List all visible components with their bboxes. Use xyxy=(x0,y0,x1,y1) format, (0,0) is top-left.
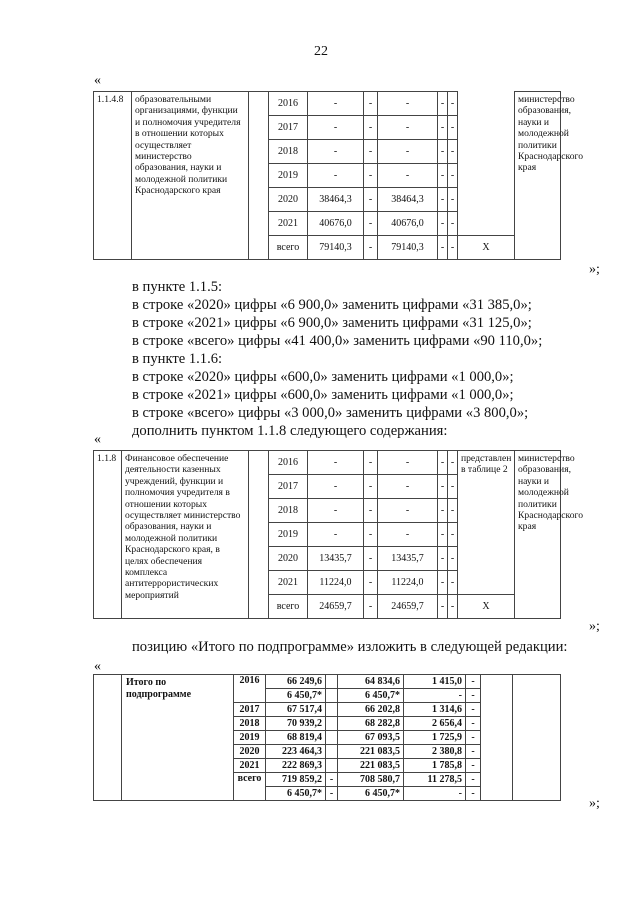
page-number: 22 xyxy=(314,44,328,59)
result-cell: представлен в таблице 2 xyxy=(458,451,515,595)
regional-cell: 13435,7 xyxy=(378,547,438,571)
regional-cell: 6 450,7* xyxy=(338,787,404,801)
other-cell: - xyxy=(448,499,458,523)
regional-cell: - xyxy=(378,116,438,140)
result-cell xyxy=(458,188,515,212)
federal-cell xyxy=(326,759,338,773)
text-line: в строке «всего» цифры «41 400,0» заменить цифрами «90 110,0»; xyxy=(132,333,543,349)
total-cell: - xyxy=(308,475,364,499)
spacer-cell xyxy=(249,92,269,260)
federal-cell: - xyxy=(326,773,338,787)
year-cell: 2017 xyxy=(234,703,266,717)
local-cell: - xyxy=(438,571,448,595)
other-cell: - xyxy=(466,759,481,773)
regional-cell: 40676,0 xyxy=(378,212,438,236)
regional-cell: 67 093,5 xyxy=(338,731,404,745)
total-cell: 67 517,4 xyxy=(266,703,326,717)
local-cell: 2 656,4 xyxy=(404,717,466,731)
regional-cell: - xyxy=(378,451,438,475)
other-cell: - xyxy=(448,571,458,595)
federal-cell: - xyxy=(364,571,378,595)
total-cell: - xyxy=(308,499,364,523)
local-cell: - xyxy=(438,451,448,475)
federal-cell: - xyxy=(364,140,378,164)
open-quote-1: « xyxy=(94,73,101,88)
other-cell: - xyxy=(466,717,481,731)
total-cell: 70 939,2 xyxy=(266,717,326,731)
table-itogo xyxy=(93,674,561,801)
other-cell: - xyxy=(448,92,458,116)
federal-cell: - xyxy=(364,475,378,499)
result-cell xyxy=(458,116,515,140)
local-cell: 2 380,8 xyxy=(404,745,466,759)
text-line: в строке «2020» цифры «600,0» заменить цифрами «1 000,0»; xyxy=(132,369,514,385)
federal-cell: - xyxy=(364,164,378,188)
local-cell: - xyxy=(438,547,448,571)
other-cell: - xyxy=(466,675,481,689)
regional-cell: 24659,7 xyxy=(378,595,438,619)
total-cell: 6 450,7* xyxy=(266,787,326,801)
text-line: в пункте 1.1.6: xyxy=(132,351,223,367)
total-cell: - xyxy=(308,164,364,188)
total-cell: - xyxy=(308,523,364,547)
regional-cell: - xyxy=(378,523,438,547)
federal-cell xyxy=(326,689,338,703)
federal-cell: - xyxy=(326,787,338,801)
open-quote-3: « xyxy=(94,659,101,674)
regional-cell: 221 083,5 xyxy=(338,759,404,773)
close-quote-1: »; xyxy=(589,262,600,277)
year-cell: 2018 xyxy=(269,499,308,523)
other-cell: - xyxy=(448,451,458,475)
total-cell: - xyxy=(308,140,364,164)
year-cell: 2018 xyxy=(234,717,266,731)
regional-cell: 79140,3 xyxy=(378,236,438,260)
total-cell: 79140,3 xyxy=(308,236,364,260)
total-cell: 40676,0 xyxy=(308,212,364,236)
local-cell: - xyxy=(438,188,448,212)
federal-cell xyxy=(326,717,338,731)
local-cell: 1 785,8 xyxy=(404,759,466,773)
text-line: в пункте 1.1.5: xyxy=(132,279,223,295)
local-cell: - xyxy=(438,475,448,499)
other-cell: - xyxy=(448,547,458,571)
local-cell: 1 725,9 xyxy=(404,731,466,745)
close-quote-3: »; xyxy=(589,796,600,811)
local-cell: 1 314,6 xyxy=(404,703,466,717)
regional-cell: 38464,3 xyxy=(378,188,438,212)
other-cell: - xyxy=(466,689,481,703)
other-cell: - xyxy=(448,212,458,236)
year-cell: 2019 xyxy=(269,164,308,188)
result-cell xyxy=(458,140,515,164)
text-line: в строке «2021» цифры «600,0» заменить цифрами «1 000,0»; xyxy=(132,387,514,403)
local-cell: - xyxy=(438,523,448,547)
federal-cell xyxy=(326,731,338,745)
table-item-1-1-8 xyxy=(93,450,584,619)
open-quote-2: « xyxy=(94,432,101,447)
federal-cell: - xyxy=(364,499,378,523)
local-cell: - xyxy=(438,92,448,116)
local-cell: - xyxy=(404,787,466,801)
regional-cell: - xyxy=(378,164,438,188)
year-cell: всего xyxy=(269,236,308,260)
table-row xyxy=(94,92,561,116)
other-cell: - xyxy=(448,164,458,188)
table-item-1-1-4-8 xyxy=(93,91,584,260)
regional-cell: - xyxy=(378,140,438,164)
year-cell: 2020 xyxy=(269,547,308,571)
federal-cell: - xyxy=(364,188,378,212)
total-cell: - xyxy=(308,92,364,116)
local-cell: 1 415,0 xyxy=(404,675,466,689)
result-cell xyxy=(458,92,515,116)
other-cell: - xyxy=(466,773,481,787)
other-cell: - xyxy=(466,745,481,759)
total-cell: 24659,7 xyxy=(308,595,364,619)
federal-cell: - xyxy=(364,523,378,547)
local-cell: 11 278,5 xyxy=(404,773,466,787)
regional-cell: - xyxy=(378,475,438,499)
other-cell: - xyxy=(448,140,458,164)
close-quote-2: »; xyxy=(589,619,600,634)
total-cell: 11224,0 xyxy=(308,571,364,595)
year-cell: 2017 xyxy=(269,116,308,140)
item-number: 1.1.8 xyxy=(94,451,122,619)
other-cell: - xyxy=(466,703,481,717)
year-cell: 2016 xyxy=(269,451,308,475)
federal-cell: - xyxy=(364,547,378,571)
regional-cell: 221 083,5 xyxy=(338,745,404,759)
year-cell: 2020 xyxy=(269,188,308,212)
total-cell: 38464,3 xyxy=(308,188,364,212)
year-cell: 2021 xyxy=(269,212,308,236)
mark-cell: X xyxy=(458,236,515,260)
regional-cell: 708 580,7 xyxy=(338,773,404,787)
item-description: образовательными организациями, функции и полномочия учредителя в отношении которых осуществляет министерство образования, науки и молодежной политики Краснодарского края xyxy=(132,92,249,260)
other-cell: - xyxy=(448,188,458,212)
local-cell: - xyxy=(404,689,466,703)
federal-cell: - xyxy=(364,236,378,260)
regional-cell: 6 450,7* xyxy=(338,689,404,703)
itogo-instruction: позицию «Итого по подпрограмме» изложить в следующей редакции: xyxy=(132,639,568,655)
other-cell: - xyxy=(448,116,458,140)
total-cell: 66 249,6 xyxy=(266,675,326,689)
result-cell xyxy=(458,164,515,188)
year-cell: 2018 xyxy=(269,140,308,164)
text-line: в строке «всего» цифры «3 000,0» заменить цифрами «3 800,0»; xyxy=(132,405,529,421)
federal-cell xyxy=(326,745,338,759)
federal-cell: - xyxy=(364,595,378,619)
year-cell: 2021 xyxy=(269,571,308,595)
spacer-cell xyxy=(249,451,269,619)
itogo-number-cell xyxy=(94,675,122,801)
year-cell: 2021 xyxy=(234,759,266,773)
local-cell: - xyxy=(438,595,448,619)
local-cell: - xyxy=(438,212,448,236)
year-cell: 2019 xyxy=(269,523,308,547)
total-cell: 719 859,2 xyxy=(266,773,326,787)
local-cell: - xyxy=(438,236,448,260)
other-cell: - xyxy=(466,731,481,745)
responsible-cell: министерство образования, науки и молодежной политики Краснодарского края xyxy=(515,92,561,260)
total-cell: 68 819,4 xyxy=(266,731,326,745)
federal-cell xyxy=(326,675,338,689)
table-row xyxy=(94,451,561,475)
other-cell: - xyxy=(448,595,458,619)
total-cell: - xyxy=(308,116,364,140)
year-cell: 2016 xyxy=(234,675,266,703)
itogo-label: Итого по подпрограмме xyxy=(122,675,234,801)
regional-cell: 11224,0 xyxy=(378,571,438,595)
federal-cell xyxy=(326,703,338,717)
total-cell: 13435,7 xyxy=(308,547,364,571)
regional-cell: 66 202,8 xyxy=(338,703,404,717)
other-cell: - xyxy=(448,236,458,260)
local-cell: - xyxy=(438,164,448,188)
regional-cell: - xyxy=(378,499,438,523)
item-number: 1.1.4.8 xyxy=(94,92,132,260)
result-cell xyxy=(458,212,515,236)
local-cell: - xyxy=(438,499,448,523)
other-cell: - xyxy=(448,475,458,499)
regional-cell: 68 282,8 xyxy=(338,717,404,731)
federal-cell: - xyxy=(364,451,378,475)
year-cell: всего xyxy=(269,595,308,619)
regional-cell: 64 834,6 xyxy=(338,675,404,689)
total-cell: 6 450,7* xyxy=(266,689,326,703)
local-cell: - xyxy=(438,116,448,140)
result-cell xyxy=(481,675,513,801)
year-cell: всего xyxy=(234,773,266,801)
total-cell: - xyxy=(308,451,364,475)
regional-cell: - xyxy=(378,92,438,116)
responsible-cell xyxy=(513,675,561,801)
year-cell: 2020 xyxy=(234,745,266,759)
table-row xyxy=(94,675,561,689)
responsible-cell: министерство образования, науки и молодежной политики Краснодарского края xyxy=(515,451,561,619)
total-cell: 222 869,3 xyxy=(266,759,326,773)
local-cell: - xyxy=(438,140,448,164)
text-line: дополнить пунктом 1.1.8 следующего содержания: xyxy=(132,423,448,439)
text-line: в строке «2021» цифры «6 900,0» заменить цифрами «31 125,0»; xyxy=(132,315,532,331)
total-cell: 223 464,3 xyxy=(266,745,326,759)
other-cell: - xyxy=(448,523,458,547)
other-cell: - xyxy=(466,787,481,801)
year-cell: 2017 xyxy=(269,475,308,499)
mark-cell: X xyxy=(458,595,515,619)
text-line: в строке «2020» цифры «6 900,0» заменить цифрами «31 385,0»; xyxy=(132,297,532,313)
year-cell: 2019 xyxy=(234,731,266,745)
year-cell: 2016 xyxy=(269,92,308,116)
federal-cell: - xyxy=(364,92,378,116)
item-description: Финансовое обеспечение деятельности казенных учреждений, функции и полномочия учредителя в отношении которых осуществляет министерство образования, науки и молодежной политики Краснодарского края, в целях обеспечения комплекса антитеррористических мероприятий xyxy=(122,451,249,619)
federal-cell: - xyxy=(364,116,378,140)
federal-cell: - xyxy=(364,212,378,236)
